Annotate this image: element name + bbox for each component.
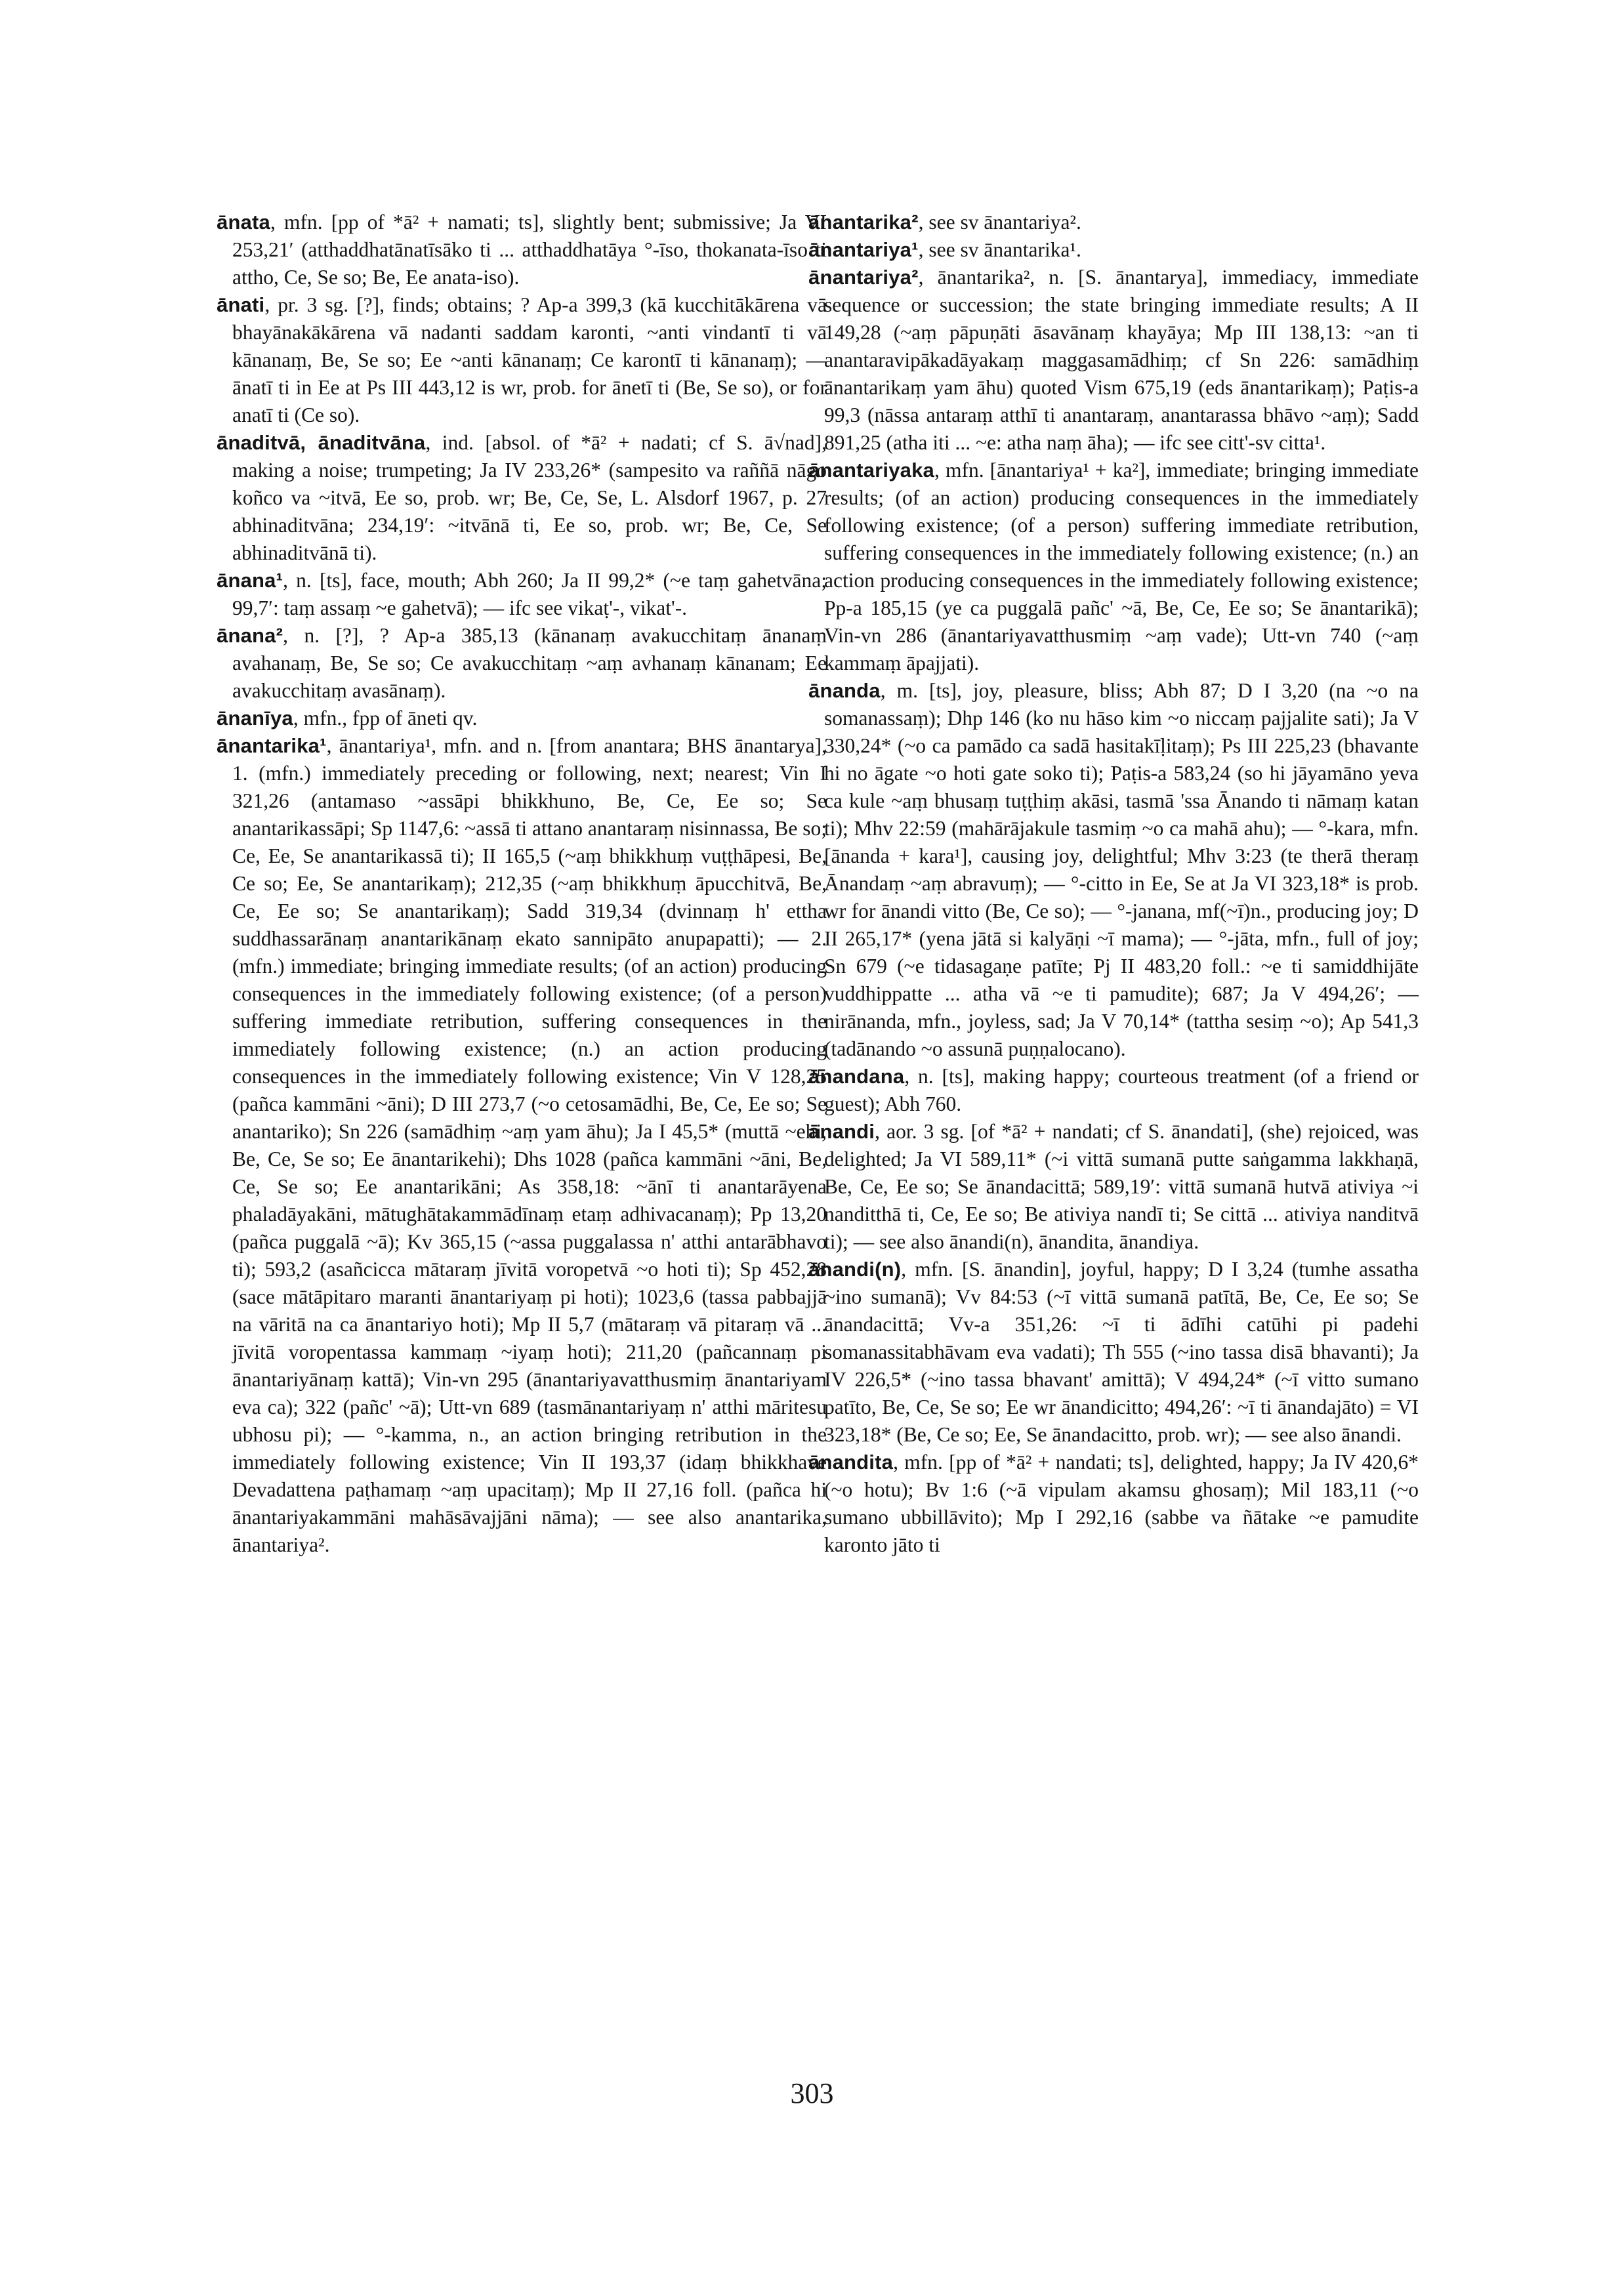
entry-body: , see sv ānantarika¹.	[918, 238, 1081, 261]
entry-body: , see sv ānantariya².	[918, 211, 1081, 234]
entry-headword: ānantariya¹	[808, 238, 919, 261]
dictionary-entry	[808, 209, 1419, 236]
entry-headword: ānandi	[808, 1120, 875, 1143]
entry-headword: ānana¹	[217, 569, 283, 592]
left-column	[217, 209, 827, 1559]
dictionary-entry	[808, 264, 1419, 457]
dictionary-entry	[808, 236, 1419, 264]
entry-headword: ānanda	[808, 679, 881, 702]
entry-body: , ind. [absol. of *ā² + nadati; cf S. ā√nad], making a noise; trumpeting; Ja IV 233,26* (sampesito va raññā nāgo koñco va ~itvā, Ee so, prob. wr; Be, Ce, Se, L. Alsdorf 1967, p. 27 abhinaditvāna; 234,19ʹ: ~itvānā ti, Ee so, prob. wr; Be, Ce, Se abhinaditvānā ti).	[232, 431, 827, 564]
entry-body: , m. [ts], joy, pleasure, bliss; Abh 87; D I 3,20 (na ~o na somanassaṃ); Dhp 146 (ko nu hāso kim ~o niccaṃ pajjalite sati); Ja V 330,24* (~o ca pamādo ca sadā hasitakīḷitaṃ); Ps III 225,23 (bhavante hi no āgate ~o hoti gate soko ti); Paṭis-a 583,24 (so hi jāyamāno yeva ca kule ~aṃ bhusaṃ tuṭṭhiṃ akāsi, tasmā 'ssa Ānando ti nāmaṃ katan ti); Mhv 22:59 (mahārājakule tasmiṃ ~o ca mahā ahu); — °-kara, mfn. [ānanda + kara¹], causing joy, delightful; Mhv 3:23 (te therā theraṃ Ānandaṃ ~aṃ abravuṃ); — °-citto in Ee, Se at Ja VI 323,18* is prob. wr for ānandi vitto (Be, Ce so); — °-janana, mf(~ī)n., producing joy; D II 265,17* (yena jātā si kalyāṇi ~ī mama); — °-jāta, mfn., full of joy; Sn 679 (~e tidasagaṇe patīte; Pj II 483,20 foll.: ~e ti samiddhijāte vuddhippatte ... atha vā ~e ti pamudite); 687; Ja V 494,26ʹ; — nirānanda, mfn., joyless, sad; Ja V 70,14* (tattha sesiṃ ~o); Ap 541,3 (tadānando ~o assunā puṇṇalocano).	[824, 679, 1419, 1060]
dictionary-entry	[217, 429, 827, 567]
entry-headword: ānana²	[217, 624, 283, 647]
dictionary-entry	[808, 677, 1419, 1063]
dictionary-entry	[217, 705, 827, 732]
entry-headword: ānantarika²	[808, 211, 919, 234]
entry-headword: ānandi(n)	[808, 1258, 902, 1281]
dictionary-entry	[808, 1063, 1419, 1118]
dictionary-entry	[217, 622, 827, 705]
entry-body: , n. [ts], making happy; courteous treatment (of a friend or guest); Abh 760.	[824, 1065, 1419, 1115]
dictionary-entry	[808, 1256, 1419, 1449]
dictionary-entry	[217, 732, 827, 1559]
dictionary-entry	[217, 209, 827, 291]
entry-headword: ānata	[217, 211, 270, 234]
right-column	[808, 209, 1419, 1559]
entry-body: , n. [ts], face, mouth; Abh 260; Ja II 99,2* (~e taṃ gahetvāna; 99,7ʹ: taṃ assaṃ ~e gahetvā); — ifc see vikaṭ'-, vikat'-.	[232, 569, 827, 619]
entry-body: , mfn. [pp of *ā² + namati; ts], slightly bent; submissive; Ja VI 253,21ʹ (atthaddhatānatīsāko ti ... atthaddhatāya °-īso, thokanata-īso ti attho, Ce, Se so; Be, Ee anata-iso).	[232, 211, 827, 289]
dictionary-entry	[217, 291, 827, 429]
entry-headword: ānati	[217, 293, 265, 316]
entry-body: , mfn. [pp of *ā² + nandati; ts], delighted, happy; Ja IV 420,6* (~o hotu); Bv 1:6 (~ā vipulam akamsu ghosaṃ); Mil 183,11 (~o sumano ubbillāvito); Mp I 292,16 (sabbe va ñātake ~e pamudite karonto jāto ti	[824, 1451, 1419, 1556]
dictionary-entry	[808, 1118, 1419, 1256]
entry-headword: ānaditvā, ānaditvāna	[217, 431, 426, 454]
entry-body: , ānantariya¹, mfn. and n. [from anantara; BHS ānantarya], 1. (mfn.) immediately preceding or following, next; nearest; Vin I 321,26 (antamaso ~assāpi bhikkhuno, Be, Ce, Ee so; Se anantarikassāpi; Sp 1147,6: ~assā ti attano anantaraṃ nisinnassa, Be so; Ce, Ee, Se anantarikassā ti); II 165,5 (~aṃ bhikkhuṃ vuṭṭhāpesi, Be, Ce so; Ee, Se anantarikaṃ); 212,35 (~aṃ bhikkhuṃ āpucchitvā, Be, Ce, Ee so; Se anantarikaṃ); Sadd 319,34 (dvinnaṃ h' ettha suddhassarānaṃ anantarikānaṃ ekato sannipāto anupapatti); — 2. (mfn.) immediate; bringing immediate results; (of an action) producing consequences in the immediately following existence; (of a person) suffering immediate retribution, suffering consequences in the immediately following existence; (n.) an action producing consequences in the immediately following existence; Vin V 128,25 (pañca kammāni ~āni); D III 273,7 (~o cetosamādhi, Be, Ce, Ee so; Se anantariko); Sn 226 (samādhiṃ ~aṃ yam āhu); Ja I 45,5* (muttā ~ehi, Be, Ce, Se so; Ee ānantarikehi); Dhs 1028 (pañca kammāni ~āni, Be, Ce, Se so; Ee anantarikāni; As 358,18: ~ānī ti anantarāyena phaladāyakāni, mātughātakammādīnaṃ etaṃ adhivacanaṃ); Pp 13,20 (pañca puggalā ~ā); Kv 365,15 (~assa puggalassa n' atthi antarābhavo ti); 593,2 (asañcicca mātaraṃ jīvitā voropetvā ~o hoti ti); Sp 452,28 (sace mātāpitaro maranti ānantariyaṃ pi hoti); 1023,6 (tassa pabbajjā na vāritā na ca ānantariyo hoti); Mp II 5,7 (mātaraṃ vā pitaraṃ vā ... jīvitā voropentassa kammaṃ ~iyaṃ hoti); 211,20 (pañcannaṃ pi ānantariyānaṃ kattā); Vin-vn 295 (ānantariyavatthusmiṃ ānantariyam eva ca); 322 (pañc' ~ā); Utt-vn 689 (tasmānantariyaṃ n' atthi māritesu ubhosu pi); — °-kamma, n., an action bringing retribution in the immediately following existence; Vin II 193,37 (idaṃ bhikkhave Devadattena paṭhamaṃ ~aṃ upacitaṃ); Mp II 27,16 foll. (pañca hi ānantariyakammāni mahāsāvajjāni nāma); — see also anantarika, ānantariya².	[232, 734, 827, 1556]
entry-headword: ānantariyaka	[808, 459, 934, 482]
entry-headword: ānandita	[808, 1451, 894, 1474]
dictionary-entry	[808, 457, 1419, 677]
dictionary-entry	[808, 1449, 1419, 1559]
entry-body: , mfn. [ānantariya¹ + ka²], immediate; bringing immediate results; (of an action) producing consequences in the immediately following existence; (of a person) suffering immediate retribution, suffering consequences in the immediately following existence; (n.) an action producing consequences in the immediately following existence; Pp-a 185,15 (ye ca puggalā pañc' ~ā, Be, Ce, Ee so; Se ānantarikā); Vin-vn 286 (ānantariyavatthusmiṃ ~aṃ vade); Utt-vn 740 (~aṃ kammaṃ āpajjati).	[824, 459, 1419, 674]
entry-headword: ānantarika¹	[217, 734, 327, 757]
entry-body: , n. [?], ? Ap-a 385,13 (kānanaṃ avakucchitaṃ ānanaṃ avahanaṃ, Be, Se so; Ce avakucchitaṃ ~aṃ avhanaṃ kānanam; Ee avakucchitaṃ avasānaṃ).	[232, 624, 827, 702]
entry-headword: ānandana	[808, 1065, 905, 1088]
entry-headword: ānantariya²	[808, 266, 919, 289]
entry-headword: ānanīya	[217, 707, 293, 730]
entry-body: , aor. 3 sg. [of *ā² + nandati; cf S. ānandati], (she) rejoiced, was delighted; Ja VI 589,11* (~i vittā sumanā putte saṅgamma lakkhaṇā, Be, Ce, Ee so; Se ānandacittā; 589,19ʹ: vittā sumanā hutvā ativiya ~i nanditthā ti, Ce, Ee so; Be ativiya nandī ti; Se cittā ... ativiya nanditvā ti); — see also ānandi(n), ānandita, ānandiya.	[824, 1120, 1419, 1253]
page-number: 303	[790, 2077, 834, 2109]
dictionary-entry	[217, 567, 827, 622]
entry-body: , mfn. [S. ānandin], joyful, happy; D I 3,24 (tumhe assatha ~ino sumanā); Vv 84:53 (~ī vittā sumanā patītā, Be, Ce, Ee so; Se ānandacittā; Vv-a 351,26: ~ī ti ādīhi catūhi pi padehi somanassitabhāvam eva vadati); Th 555 (~ino tassa disā bhavanti); Ja IV 226,5* (~ino tassa bhavant' amittā); V 494,24* (~ī vitto sumano patīto, Be, Ce, Se so; Ee wr ānandicitto; 494,26ʹ: ~ī ti ānandajāto) = VI 323,18* (Be, Ce so; Ee, Se ānandacitto, prob. wr); — see also ānandi.	[824, 1258, 1419, 1446]
entry-body: , ānantarika², n. [S. ānantarya], immediacy, immediate sequence or succession; the state bringing immediate results; A II 149,28 (~aṃ pāpuṇāti āsavānaṃ khayāya; Mp III 138,13: ~an ti anantaravipākadāyakaṃ maggasamādhiṃ; cf Sn 226: samādhiṃ ānantarikaṃ yam āhu) quoted Vism 675,19 (eds ānantarikaṃ); Paṭis-a 99,3 (nāssa antaraṃ atthī ti anantaraṃ, anantarassa bhāvo ~aṃ); Sadd 891,25 (atha iti ... ~e: atha naṃ āha); — ifc see citt'-sv citta¹.	[824, 266, 1419, 454]
entry-body: , mfn., fpp of āneti qv.	[293, 707, 478, 730]
entry-body: , pr. 3 sg. [?], finds; obtains; ? Ap-a 399,3 (kā kucchitākārena vā bhayānakākārena vā nadanti saddam karonti, ~anti vindantī ti vā kānanaṃ, Be, Se so; Ee ~anti kānanaṃ; Ce karontī ti kānanaṃ); — ānatī ti in Ee at Ps III 443,12 is wr, prob. for ānetī ti (Be, Se so), or for anatī ti (Ce so).	[232, 293, 827, 426]
